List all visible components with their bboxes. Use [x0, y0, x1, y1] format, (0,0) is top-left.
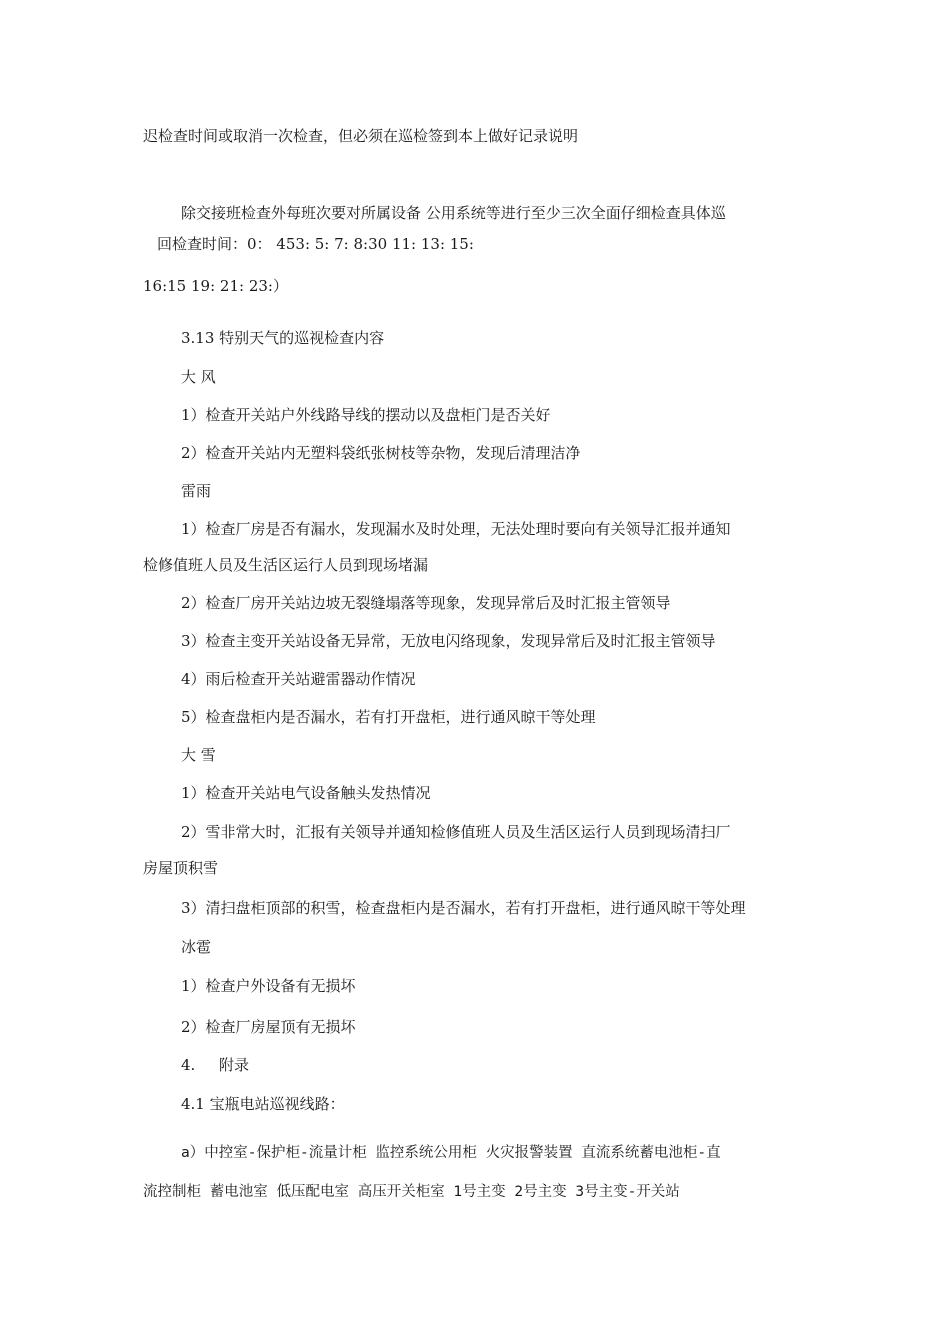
wind-item-2: 2）检查开关站内无塑料袋纸张树枝等杂物，发现后清理洁净	[181, 444, 581, 462]
snow-title: 大 雪	[181, 746, 216, 764]
snow-item-2-line-1: 2）雪非常大时，汇报有关领导并通知检修值班人员及生活区运行人员到现场清扫厂	[181, 823, 731, 841]
hail-item-2: 2）检查厂房屋顶有无损坏	[181, 1018, 356, 1036]
snow-item-3: 3）清扫盘柜顶部的积雪，检查盘柜内是否漏水，若有打开盘柜，进行通风晾干等处理	[181, 899, 746, 917]
schedule-line-2: 回检查时间：0： 453: 5: 7: 8:30 11: 13: 15:	[157, 235, 474, 253]
route-line-1: a）中控室-保护柜-流量计柜 监控系统公用柜 火灾报警装置 直流系统蓄电池柜-直	[181, 1145, 721, 1161]
schedule-line-3: 16:15 19: 21: 23:）	[143, 277, 288, 295]
hail-item-1: 1）检查户外设备有无损坏	[181, 977, 356, 995]
route-line-2: 流控制柜 蓄电池室 低压配电室 高压开关柜室 1号主变 2号主变 3号主变-开关站	[143, 1184, 680, 1200]
intro-line: 迟检查时间或取消一次检查，但必须在巡检签到本上做好记录说明	[143, 127, 579, 145]
snow-item-1: 1）检查开关站电气设备触头发热情况	[181, 784, 431, 802]
thunderstorm-item-1-line-1: 1）检查厂房是否有漏水，发现漏水及时处理，无法处理时要向有关领导汇报并通知	[181, 520, 731, 538]
schedule-line-1: 除交接班检查外每班次要对所属设备 公用系统等进行至少三次全面仔细检查具体巡	[181, 204, 726, 222]
section-4-1-heading: 4.1 宝瓶电站巡视线路：	[181, 1095, 345, 1113]
thunderstorm-item-4: 4）雨后检查开关站避雷器动作情况	[181, 670, 416, 688]
wind-title: 大 风	[181, 368, 216, 386]
section-4-title: 附录	[219, 1056, 250, 1074]
thunderstorm-item-2: 2）检查厂房开关站边坡无裂缝塌落等现象，发现异常后及时汇报主管领导	[181, 594, 671, 612]
section-4-number: 4.	[181, 1056, 196, 1074]
thunderstorm-item-3: 3）检查主变开关站设备无异常，无放电闪络现象，发现异常后及时汇报主管领导	[181, 632, 716, 650]
hail-title: 冰雹	[181, 938, 212, 956]
wind-item-1: 1）检查开关站户外线路导线的摆动以及盘柜门是否关好	[181, 406, 551, 424]
thunderstorm-title: 雷雨	[181, 482, 212, 500]
snow-item-2-line-2: 房屋顶积雪	[143, 859, 219, 877]
section-3-13-heading: 3.13 特别天气的巡视检查内容	[181, 329, 385, 347]
thunderstorm-item-5: 5）检查盘柜内是否漏水，若有打开盘柜，进行通风晾干等处理	[181, 708, 596, 726]
thunderstorm-item-1-line-2: 检修值班人员及生活区运行人员到现场堵漏	[143, 556, 429, 574]
